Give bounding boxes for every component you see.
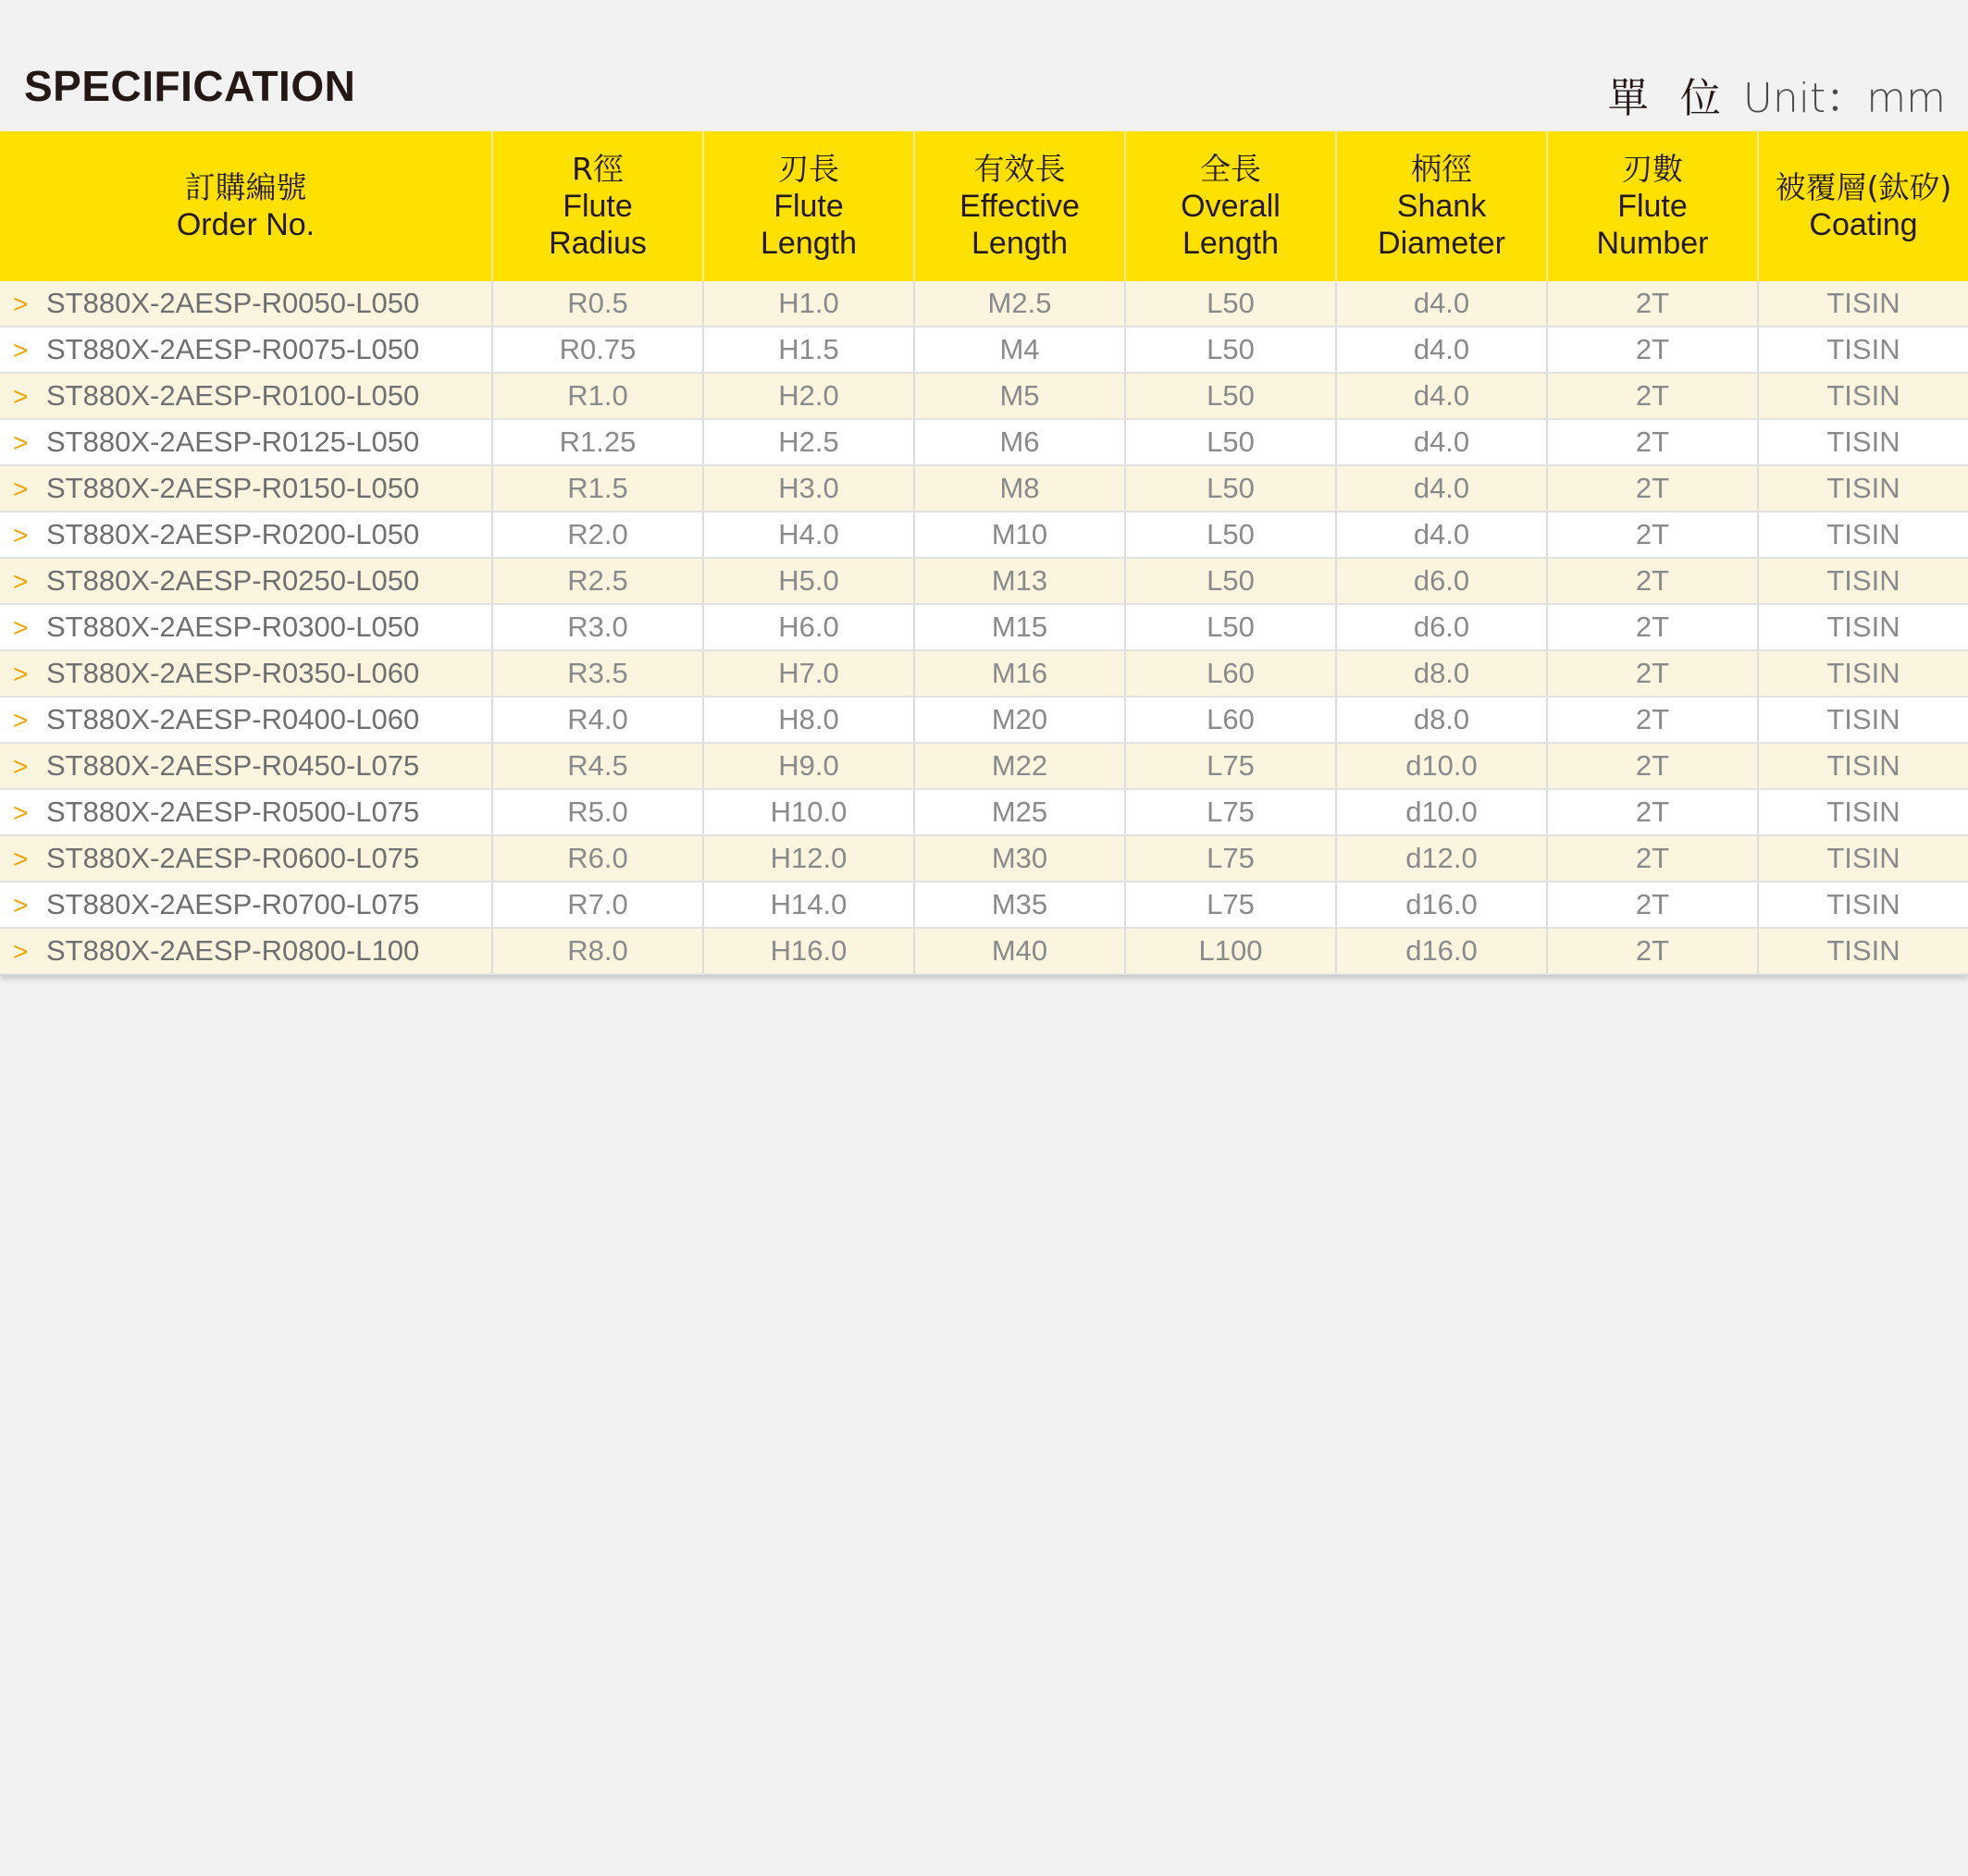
table-row xyxy=(0,882,1968,928)
order-number: ST880X-2AESP-R0800-L100 xyxy=(46,934,420,967)
table-cell-order-no xyxy=(0,558,492,604)
table-cell-coating: TISIN xyxy=(1758,327,1968,373)
table-cell-shank-diameter: d4.0 xyxy=(1336,512,1547,558)
chevron-right-icon: > xyxy=(13,798,29,827)
table-cell-flute-radius: R1.5 xyxy=(492,465,703,512)
table-cell-effective-length: M25 xyxy=(914,789,1125,835)
table-row xyxy=(0,281,1968,327)
table-cell-shank-diameter: d12.0 xyxy=(1336,835,1547,882)
order-number: ST880X-2AESP-R0450-L075 xyxy=(46,749,420,782)
table-cell-effective-length: M35 xyxy=(914,882,1125,928)
table-cell-overall-length: L50 xyxy=(1125,604,1336,650)
table-cell-flute-number: 2T xyxy=(1547,835,1758,882)
order-number: ST880X-2AESP-R0500-L075 xyxy=(46,796,420,828)
table-cell-flute-length: H6.0 xyxy=(703,604,914,650)
chevron-right-icon: > xyxy=(13,475,29,503)
table-cell-overall-length: L75 xyxy=(1125,743,1336,789)
table-cell-flute-radius: R6.0 xyxy=(492,835,703,882)
chevron-right-icon: > xyxy=(13,660,29,688)
order-number: ST880X-2AESP-R0125-L050 xyxy=(46,426,420,458)
chevron-right-icon: > xyxy=(13,336,29,364)
chevron-right-icon: > xyxy=(13,937,29,966)
table-cell-shank-diameter: d6.0 xyxy=(1336,558,1547,604)
table-cell-order-no xyxy=(0,928,492,974)
table-cell-overall-length: L75 xyxy=(1125,835,1336,882)
order-number: ST880X-2AESP-R0300-L050 xyxy=(46,611,420,643)
order-number: ST880X-2AESP-R0400-L060 xyxy=(46,703,420,735)
chevron-right-icon: > xyxy=(13,752,29,781)
unit-label-en: Unit：mm xyxy=(1742,75,1946,122)
table-cell-shank-diameter: d16.0 xyxy=(1336,928,1547,974)
table-cell-shank-diameter: d10.0 xyxy=(1336,789,1547,835)
table-cell-flute-number: 2T xyxy=(1547,327,1758,373)
table-cell-shank-diameter: d10.0 xyxy=(1336,743,1547,789)
column-header-cn: 刃長 xyxy=(778,151,839,187)
table-cell-flute-radius: R1.0 xyxy=(492,373,703,419)
column-header-en1: Overall xyxy=(1181,189,1281,224)
unit-label-cn: 單 位 xyxy=(1607,75,1730,122)
header-row xyxy=(0,131,1968,281)
table-cell-flute-radius: R8.0 xyxy=(492,928,703,974)
table-cell-flute-length: H4.0 xyxy=(703,512,914,558)
table-cell-shank-diameter: d4.0 xyxy=(1336,465,1547,512)
order-number: ST880X-2AESP-R0050-L050 xyxy=(46,287,420,319)
order-number: ST880X-2AESP-R0100-L050 xyxy=(46,379,420,412)
column-header-flute-number xyxy=(1547,131,1758,281)
chevron-right-icon: > xyxy=(13,428,29,457)
table-body xyxy=(0,281,1968,974)
table-row xyxy=(0,604,1968,650)
order-number: ST880X-2AESP-R0350-L060 xyxy=(46,657,420,689)
table-cell-effective-length: M8 xyxy=(914,465,1125,512)
chevron-right-icon: > xyxy=(13,290,29,318)
table-cell-coating: TISIN xyxy=(1758,650,1968,697)
title-bar xyxy=(0,0,1968,131)
table-cell-coating: TISIN xyxy=(1758,558,1968,604)
table-cell-flute-number: 2T xyxy=(1547,882,1758,928)
table-cell-coating: TISIN xyxy=(1758,697,1968,743)
column-header-flute-radius xyxy=(492,131,703,281)
table-cell-flute-length: H12.0 xyxy=(703,835,914,882)
chevron-right-icon: > xyxy=(13,521,29,549)
table-cell-flute-radius: R1.25 xyxy=(492,419,703,465)
column-header-cn: 柄徑 xyxy=(1411,151,1472,187)
table-cell-flute-length: H1.5 xyxy=(703,327,914,373)
table-cell-effective-length: M15 xyxy=(914,604,1125,650)
table-cell-flute-number: 2T xyxy=(1547,650,1758,697)
table-cell-order-no xyxy=(0,743,492,789)
table-cell-flute-length: H2.5 xyxy=(703,419,914,465)
column-header-coating xyxy=(1758,131,1968,281)
table-cell-coating: TISIN xyxy=(1758,373,1968,419)
table-cell-flute-radius: R4.5 xyxy=(492,743,703,789)
column-header-effective-length xyxy=(914,131,1125,281)
order-number: ST880X-2AESP-R0150-L050 xyxy=(46,472,420,504)
column-header-cn: R徑 xyxy=(572,151,624,187)
table-cell-flute-radius: R4.0 xyxy=(492,697,703,743)
column-header-en2: Length xyxy=(761,226,857,261)
table-cell-flute-length: H1.0 xyxy=(703,281,914,327)
column-header-en2: Number xyxy=(1596,226,1709,261)
table-cell-flute-radius: R3.5 xyxy=(492,650,703,697)
table-row xyxy=(0,373,1968,419)
table-cell-overall-length: L50 xyxy=(1125,281,1336,327)
table-cell-overall-length: L100 xyxy=(1125,928,1336,974)
table-cell-shank-diameter: d4.0 xyxy=(1336,327,1547,373)
table-cell-flute-radius: R7.0 xyxy=(492,882,703,928)
column-header-cn: 全長 xyxy=(1200,151,1261,187)
table-cell-flute-radius: R2.5 xyxy=(492,558,703,604)
table-cell-coating: TISIN xyxy=(1758,835,1968,882)
table-row xyxy=(0,558,1968,604)
chevron-right-icon: > xyxy=(13,891,29,919)
table-cell-overall-length: L50 xyxy=(1125,512,1336,558)
table-cell-flute-length: H8.0 xyxy=(703,697,914,743)
table-cell-effective-length: M4 xyxy=(914,327,1125,373)
column-header-cn: 訂購編號 xyxy=(184,169,307,205)
table-cell-flute-number: 2T xyxy=(1547,604,1758,650)
column-header-flute-length xyxy=(703,131,914,281)
table-cell-flute-number: 2T xyxy=(1547,743,1758,789)
table-cell-shank-diameter: d16.0 xyxy=(1336,882,1547,928)
table-cell-order-no xyxy=(0,327,492,373)
table-cell-overall-length: L60 xyxy=(1125,697,1336,743)
table-cell-overall-length: L75 xyxy=(1125,789,1336,835)
table-cell-flute-radius: R0.75 xyxy=(492,327,703,373)
table-cell-flute-length: H14.0 xyxy=(703,882,914,928)
table-row xyxy=(0,465,1968,512)
table-cell-flute-radius: R3.0 xyxy=(492,604,703,650)
table-cell-flute-number: 2T xyxy=(1547,512,1758,558)
column-header-cn: 刃數 xyxy=(1622,151,1683,187)
column-header-overall-length xyxy=(1125,131,1336,281)
table-cell-order-no xyxy=(0,465,492,512)
table-cell-effective-length: M6 xyxy=(914,419,1125,465)
table-cell-shank-diameter: d6.0 xyxy=(1336,604,1547,650)
chevron-right-icon: > xyxy=(13,567,29,596)
table-cell-order-no xyxy=(0,281,492,327)
table-row xyxy=(0,697,1968,743)
order-number: ST880X-2AESP-R0075-L050 xyxy=(46,333,420,365)
table-cell-effective-length: M5 xyxy=(914,373,1125,419)
column-header-en1: Coating xyxy=(1809,207,1918,242)
table-cell-overall-length: L75 xyxy=(1125,882,1336,928)
column-header-en1: Flute xyxy=(563,189,633,224)
table-cell-coating: TISIN xyxy=(1758,465,1968,512)
table-cell-order-no xyxy=(0,604,492,650)
table-cell-shank-diameter: d4.0 xyxy=(1336,419,1547,465)
table-cell-flute-number: 2T xyxy=(1547,789,1758,835)
column-header-shank-diameter xyxy=(1336,131,1547,281)
table-cell-flute-number: 2T xyxy=(1547,697,1758,743)
table-cell-overall-length: L50 xyxy=(1125,373,1336,419)
table-cell-overall-length: L50 xyxy=(1125,419,1336,465)
table-cell-coating: TISIN xyxy=(1758,512,1968,558)
table-cell-flute-number: 2T xyxy=(1547,281,1758,327)
table-cell-effective-length: M40 xyxy=(914,928,1125,974)
chevron-right-icon: > xyxy=(13,613,29,642)
table-cell-effective-length: M20 xyxy=(914,697,1125,743)
order-number: ST880X-2AESP-R0700-L075 xyxy=(46,888,420,920)
column-header-en2: Radius xyxy=(549,226,647,261)
column-header-order-no xyxy=(0,131,492,281)
table-cell-effective-length: M13 xyxy=(914,558,1125,604)
page-title: SPECIFICATION xyxy=(24,62,356,110)
table-cell-flute-length: H3.0 xyxy=(703,465,914,512)
table-cell-overall-length: L50 xyxy=(1125,558,1336,604)
table-cell-flute-length: H9.0 xyxy=(703,743,914,789)
column-header-en2: Length xyxy=(972,226,1068,261)
table-cell-order-no xyxy=(0,419,492,465)
table-cell-flute-number: 2T xyxy=(1547,465,1758,512)
table-cell-effective-length: M2.5 xyxy=(914,281,1125,327)
table-cell-shank-diameter: d4.0 xyxy=(1336,373,1547,419)
chevron-right-icon: > xyxy=(13,382,29,411)
table-cell-order-no xyxy=(0,789,492,835)
column-header-cn: 被覆層(鈦矽) xyxy=(1775,169,1952,205)
table-cell-flute-radius: R5.0 xyxy=(492,789,703,835)
table-row xyxy=(0,650,1968,697)
table-cell-flute-length: H5.0 xyxy=(703,558,914,604)
table-cell-flute-number: 2T xyxy=(1547,928,1758,974)
table-cell-overall-length: L50 xyxy=(1125,465,1336,512)
table-cell-effective-length: M22 xyxy=(914,743,1125,789)
unit-label xyxy=(1608,65,1946,124)
table-row xyxy=(0,928,1968,974)
table-row xyxy=(0,789,1968,835)
table-cell-overall-length: L50 xyxy=(1125,327,1336,373)
table-cell-order-no xyxy=(0,373,492,419)
order-number: ST880X-2AESP-R0200-L050 xyxy=(46,518,420,550)
table-cell-flute-length: H2.0 xyxy=(703,373,914,419)
table-cell-shank-diameter: d4.0 xyxy=(1336,281,1547,327)
table-cell-coating: TISIN xyxy=(1758,882,1968,928)
column-header-en2: Diameter xyxy=(1378,226,1505,261)
table-cell-coating: TISIN xyxy=(1758,419,1968,465)
table-cell-flute-length: H7.0 xyxy=(703,650,914,697)
column-header-en2: Length xyxy=(1182,226,1279,261)
table-cell-flute-length: H10.0 xyxy=(703,789,914,835)
table-cell-order-no xyxy=(0,835,492,882)
table-row xyxy=(0,512,1968,558)
table-cell-flute-radius: R0.5 xyxy=(492,281,703,327)
column-header-en1: Flute xyxy=(1617,189,1688,224)
column-header-en1: Shank xyxy=(1396,189,1487,224)
spec-table xyxy=(0,131,1968,975)
table-cell-effective-length: M30 xyxy=(914,835,1125,882)
chevron-right-icon: > xyxy=(13,706,29,734)
column-header-cn: 有效長 xyxy=(973,151,1066,187)
table-cell-coating: TISIN xyxy=(1758,743,1968,789)
table-cell-flute-radius: R2.0 xyxy=(492,512,703,558)
table-cell-effective-length: M10 xyxy=(914,512,1125,558)
table-cell-effective-length: M16 xyxy=(914,650,1125,697)
table-cell-flute-number: 2T xyxy=(1547,419,1758,465)
table-cell-order-no xyxy=(0,650,492,697)
table-row xyxy=(0,327,1968,373)
table-cell-order-no xyxy=(0,882,492,928)
table-cell-flute-number: 2T xyxy=(1547,373,1758,419)
order-number: ST880X-2AESP-R0250-L050 xyxy=(46,564,420,597)
chevron-right-icon: > xyxy=(13,845,29,873)
table-row xyxy=(0,419,1968,465)
table-cell-overall-length: L60 xyxy=(1125,650,1336,697)
table-cell-flute-length: H16.0 xyxy=(703,928,914,974)
table-header xyxy=(0,131,1968,281)
table-cell-coating: TISIN xyxy=(1758,789,1968,835)
table-cell-order-no xyxy=(0,697,492,743)
table-row xyxy=(0,743,1968,789)
table-cell-coating: TISIN xyxy=(1758,928,1968,974)
table-cell-shank-diameter: d8.0 xyxy=(1336,650,1547,697)
order-number: ST880X-2AESP-R0600-L075 xyxy=(46,842,420,874)
column-header-en1: Flute xyxy=(774,189,844,224)
table-cell-shank-diameter: d8.0 xyxy=(1336,697,1547,743)
table-cell-order-no xyxy=(0,512,492,558)
column-header-en1: Effective xyxy=(959,189,1080,224)
column-header-en1: Order No. xyxy=(176,207,316,242)
table-row xyxy=(0,835,1968,882)
table-cell-coating: TISIN xyxy=(1758,604,1968,650)
table-cell-flute-number: 2T xyxy=(1547,558,1758,604)
table-cell-coating: TISIN xyxy=(1758,281,1968,327)
